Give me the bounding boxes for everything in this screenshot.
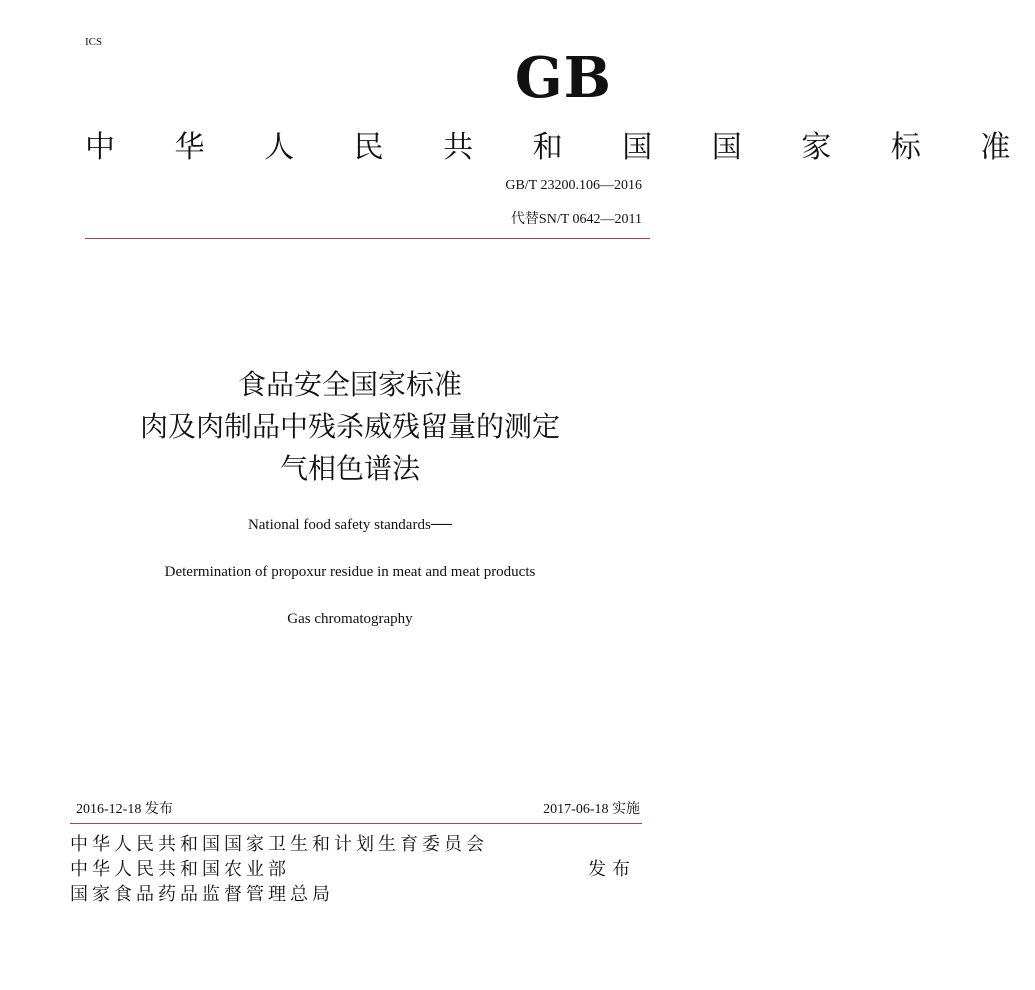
implementation-date: 2017-06-18 实施 [543, 802, 640, 817]
english-title-line-2: Determination of propoxur residue in meat and meat products [164, 564, 536, 580]
title-line-3: 气相色谱法 [279, 452, 420, 485]
standard-number: GB/T 23200.106—2016 [505, 178, 642, 193]
title-line-2: 肉及肉制品中残杀威残留量的测定 [139, 410, 560, 443]
standard-category-title: 中 华 人 民 共 和 国 国 家 标 准 [85, 130, 1035, 165]
title-line-1: 食品安全国家标准 [237, 368, 462, 401]
issue-date: 2016-12-18 发布 [76, 802, 173, 817]
ics-label: ICS [85, 36, 103, 48]
publish-label: 发布 [588, 859, 636, 880]
issuing-authorities [70, 832, 488, 907]
footer-divider [70, 823, 642, 824]
issuer-2: 中华人民共和国农业部 [70, 859, 290, 880]
header-divider [85, 238, 650, 239]
issuer-1: 中华人民共和国国家卫生和计划生育委员会 [70, 834, 488, 855]
gb-logo: GB [514, 45, 612, 111]
english-title-line-1: National food safety standards── [247, 517, 453, 533]
english-title [0, 513, 700, 654]
english-title-line-3: Gas chromatography [287, 611, 413, 627]
replaces-standard: 代替SN/T 0642—2011 [510, 212, 642, 227]
issuer-3: 国家食品药品监督管理总局 [70, 884, 334, 905]
document-title [0, 364, 700, 490]
